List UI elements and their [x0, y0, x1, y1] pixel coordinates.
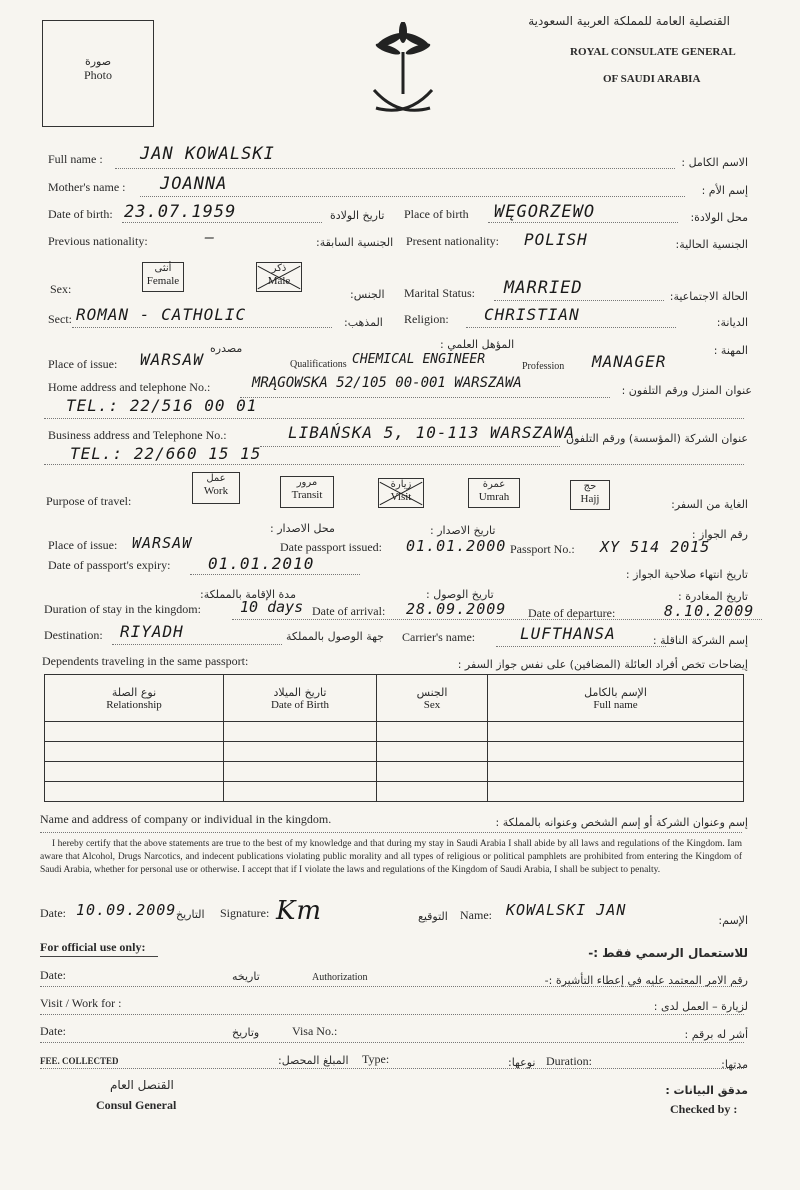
col-dob-label: Date of Birth: [270, 698, 330, 711]
sign-date-label-ar: التاريخ: [176, 908, 205, 921]
col-sex: [377, 675, 488, 722]
issue-source-label-ar: مصدره: [210, 342, 243, 355]
business-telephone-value: TEL.: 22/660 15 15: [70, 444, 262, 463]
signature-value: Km: [276, 896, 323, 926]
passport-place-label-ar: محل الاصدار :: [270, 522, 335, 535]
mother-name-value: JOANNA: [160, 174, 228, 194]
consulate-title-ar: القنصلية العامة للمملكة العربية السعودية: [528, 14, 730, 28]
pob-label: Place of birth: [404, 207, 469, 221]
business-address-label-ar: عنوان الشركة (المؤسسة) ورقم التلفون: [566, 432, 748, 445]
official-duration-label: Duration:: [546, 1054, 592, 1068]
religion-value: CHRISTIAN: [484, 305, 580, 324]
full-name-value: JAN KOWALSKI: [140, 144, 275, 164]
table-row: [45, 782, 744, 802]
table-row: [45, 742, 744, 762]
official-date2-label-ar: وتاريخ: [232, 1026, 260, 1039]
passport-no-label: Passport No.:: [510, 542, 575, 556]
table-row: [45, 762, 744, 782]
home-address-label-ar: عنوان المنزل ورقم التلفون :: [621, 384, 752, 397]
sign-name-label: Name:: [460, 908, 492, 922]
business-address-value: LIBAŃSKA 5, 10-113 WARSZAWA: [288, 423, 576, 442]
purpose-work-checkbox[interactable]: [192, 472, 240, 504]
col-relationship-ar: نوع الصلة: [111, 685, 157, 699]
sex-label: Sex:: [50, 282, 72, 296]
carrier-value: LUFTHANSA: [520, 624, 616, 643]
dob-label: Date of birth:: [48, 207, 113, 221]
carrier-label-ar: إسم الشركة الناقلة :: [652, 634, 748, 647]
passport-expiry-label-ar: تاريخ انتهاء صلاحية الجواز :: [625, 568, 748, 581]
purpose-hajj-checkbox[interactable]: [570, 480, 610, 510]
profession-value: MANAGER: [592, 352, 667, 371]
mother-name-label: Mother's name :: [48, 180, 126, 194]
official-use-title: For official use only:: [40, 940, 146, 954]
purpose-label-ar: الغاية من السفر:: [671, 498, 748, 511]
marital-status-label-ar: الحالة الاجتماعية:: [669, 290, 748, 303]
visa-no-label-ar: أشر له برقم :: [684, 1028, 748, 1041]
place-of-issue-value: WARSAW: [140, 350, 204, 369]
purpose-visit-checkbox[interactable]: [378, 478, 424, 508]
present-nationality-label: Present nationality:: [406, 234, 499, 248]
sign-name-value: KOWALSKI JAN: [506, 901, 627, 919]
consul-general-label-ar: القنصل العام: [110, 1078, 174, 1092]
sex-label-ar: الجنس:: [350, 288, 385, 301]
signature-label-ar: التوقيع: [418, 910, 448, 923]
col-sex-label: Sex: [423, 698, 441, 711]
authorization-label-ar: رقم الامر المعتمد عليه في إعطاء التأشيرة :-: [544, 974, 748, 987]
photo-label: Photo: [83, 68, 112, 82]
official-date2-label: Date:: [40, 1024, 66, 1038]
home-address-label: Home address and telephone No.:: [48, 380, 211, 394]
religion-label-ar: الديانة:: [716, 316, 748, 329]
pob-label-ar: محل الولادة:: [690, 211, 748, 224]
sex-female-checkbox[interactable]: [142, 262, 184, 292]
departure-label: Date of departure:: [528, 606, 616, 620]
umrah-label: Umrah: [478, 491, 510, 503]
col-full-name: [488, 675, 744, 722]
duration-value: 10 days: [240, 598, 304, 616]
religion-label: Religion:: [404, 312, 449, 326]
work-label: Work: [203, 485, 229, 497]
transit-label: Transit: [291, 489, 323, 501]
col-relationship-label: Relationship: [106, 698, 162, 711]
place-of-issue-label: Place of issue:: [48, 357, 118, 371]
hajj-label-ar: حج: [583, 481, 597, 492]
profession-label-ar: المهنة :: [713, 344, 748, 357]
visit-label-ar: زيارة: [390, 479, 412, 490]
col-sex-ar: الجنس: [416, 685, 448, 699]
checked-by-label-ar: مدقق البيانات :: [665, 1084, 748, 1097]
dependents-label-ar: إيضاحات تخص أفراد العائلة (المضافين) على نفس جواز السفر :: [457, 658, 748, 671]
official-date-label: Date:: [40, 968, 66, 982]
destination-value: RIYADH: [120, 622, 184, 641]
consulate-title: ROYAL CONSULATE GENERAL: [570, 46, 736, 58]
passport-date-issued-label: Date passport issued:: [280, 540, 382, 554]
male-label-ar: ذكر: [271, 263, 287, 274]
photo-label-ar: صورة: [84, 55, 112, 68]
home-address-value: MRĄGOWSKA 52/105 00-001 WARSZAWA: [252, 375, 522, 391]
authorization-label: Authorization: [312, 972, 368, 983]
type-label-ar: نوعها:: [508, 1056, 536, 1069]
passport-place-value: WARSAW: [132, 534, 193, 552]
signature-label: Signature:: [220, 906, 270, 920]
qualifications-value: CHEMICAL ENGINEER: [352, 352, 486, 367]
prev-nationality-value: —: [205, 228, 216, 246]
sign-name-label-ar: الإسم:: [718, 914, 748, 927]
visit-label: Visit: [390, 491, 412, 503]
full-name-label: Full name :: [48, 152, 103, 166]
sign-date-label: Date:: [40, 906, 66, 920]
sex-male-checkbox[interactable]: [256, 262, 302, 292]
saudi-emblem-icon: [368, 22, 438, 122]
arrival-label: Date of arrival:: [312, 604, 386, 618]
consul-general-label: Consul General: [96, 1098, 177, 1112]
home-telephone-value: TEL.: 22/516 00 01: [66, 396, 258, 415]
consulate-title-2: OF SAUDI ARABIA: [603, 73, 701, 85]
work-label-ar: عمل: [206, 473, 226, 484]
full-name-label-ar: الاسم الكامل :: [681, 156, 748, 169]
passport-date-issued-value: 01.01.2000: [406, 537, 507, 555]
official-date-label-ar: تاريخه: [232, 970, 260, 983]
fee-collected-label: FEE. COLLECTED: [40, 1056, 119, 1066]
departure-label-ar: تاريخ المغادرة :: [678, 590, 748, 603]
fee-collected-label-ar: المبلغ المحصل:: [278, 1054, 349, 1067]
sect-label: Sect:: [48, 312, 72, 326]
passport-expiry-label: Date of passport's expiry:: [48, 558, 171, 572]
carrier-label: Carrier's name:: [402, 630, 476, 644]
declaration-text: I hereby certify that the above statements are true to the best of my knowledge and that during my stay in Saudi Arabia I shall abide by all laws and regulations of the Kingdom. Iam aware that Alcohol, Drugs Narcotics, and indecent publications violating public morality and all types of religious or political pamphlets are prohibited from entering the Kingdom of Saudi Arabia, whether for personal use or otherwise. I accept that if I violate the laws and regulations of the Kingdom of Saudi Arabia, I shall be subject to penalty.: [40, 839, 742, 875]
col-dob-ar: تاريخ الميلاد: [273, 685, 327, 699]
passport-place-label: Place of issue:: [48, 538, 118, 552]
checked-by-label: Checked by :: [670, 1102, 738, 1116]
qualifications-label-ar: المؤهل العلمي :: [440, 338, 515, 351]
col-date-of-birth: [224, 675, 377, 722]
prev-nationality-label: Previous nationality:: [48, 234, 148, 248]
present-nationality-label-ar: الجنسية الحالية:: [675, 238, 748, 251]
qualifications-label: Qualifications: [290, 359, 347, 370]
visit-work-label: Visit / Work for :: [40, 996, 122, 1010]
transit-label-ar: مرور: [296, 477, 318, 488]
sect-value: ROMAN - CATHOLIC: [76, 305, 247, 324]
table-row: [45, 722, 744, 742]
present-nationality-value: POLISH: [524, 230, 588, 249]
dependents-table: [44, 674, 744, 802]
mother-name-label-ar: إسم الأم :: [701, 184, 748, 197]
female-label-ar: أنثى: [154, 263, 172, 274]
passport-no-value: XY 514 2015: [600, 538, 711, 556]
official-use-title-ar: للاستعمال الرسمي فقط :-: [588, 946, 748, 960]
purpose-umrah-checkbox[interactable]: [468, 478, 520, 508]
hajj-label: Hajj: [580, 493, 600, 505]
male-label: Male: [267, 275, 291, 287]
dependents-label: Dependents traveling in the same passport:: [42, 654, 249, 668]
purpose-transit-checkbox[interactable]: [280, 476, 334, 508]
table-header-row: [45, 675, 744, 722]
col-name-ar: الإسم بالكامل: [584, 685, 647, 699]
umrah-label-ar: عمرة: [482, 479, 506, 490]
company-label-ar: إسم وعنوان الشركة أو إسم الشخص وعنوانه بالمملكة :: [495, 816, 748, 829]
photo-box: [42, 20, 154, 127]
visit-work-label-ar: لزيارة – العمل لدى :: [653, 1000, 748, 1013]
col-name-label: Full name: [593, 698, 638, 711]
sign-date-value: 10.09.2009: [76, 901, 177, 919]
company-label: Name and address of company or individual in the kingdom.: [40, 812, 332, 826]
col-relationship: [45, 675, 224, 722]
passport-date-label-ar: تاريخ الاصدار :: [430, 524, 496, 537]
marital-status-label: Marital Status:: [404, 286, 475, 300]
visa-no-label: Visa No.:: [292, 1024, 338, 1038]
marital-status-value: MARRIED: [504, 278, 583, 298]
profession-label: Profession: [522, 361, 565, 372]
passport-no-label-ar: رقم الجواز :: [691, 528, 748, 541]
duration-label-ar: مدة الإقامة بالمملكة:: [200, 588, 296, 601]
arrival-label-ar: تاريخ الوصول :: [426, 588, 494, 601]
prev-nationality-label-ar: الجنسية السابقة:: [316, 236, 394, 249]
purpose-label: Purpose of travel:: [46, 494, 132, 508]
dob-value: 23.07.1959: [124, 202, 237, 222]
destination-label: Destination:: [44, 628, 103, 642]
destination-label-ar: جهة الوصول بالمملكة: [286, 630, 384, 643]
type-label: Type:: [362, 1052, 390, 1066]
official-duration-label-ar: مدتها:: [721, 1058, 748, 1071]
sect-label-ar: المذهب:: [344, 316, 383, 329]
passport-expiry-value: 01.01.2010: [208, 554, 315, 573]
female-label: Female: [146, 275, 180, 287]
duration-label: Duration of stay in the kingdom:: [44, 602, 201, 616]
pob-value: WĘGORZEWO: [494, 202, 596, 222]
departure-value: 8.10.2009: [664, 602, 755, 620]
arrival-value: 28.09.2009: [406, 600, 507, 618]
dob-label-ar: تاريخ الولادة: [330, 209, 385, 222]
business-address-label: Business address and Telephone No.:: [48, 428, 227, 442]
